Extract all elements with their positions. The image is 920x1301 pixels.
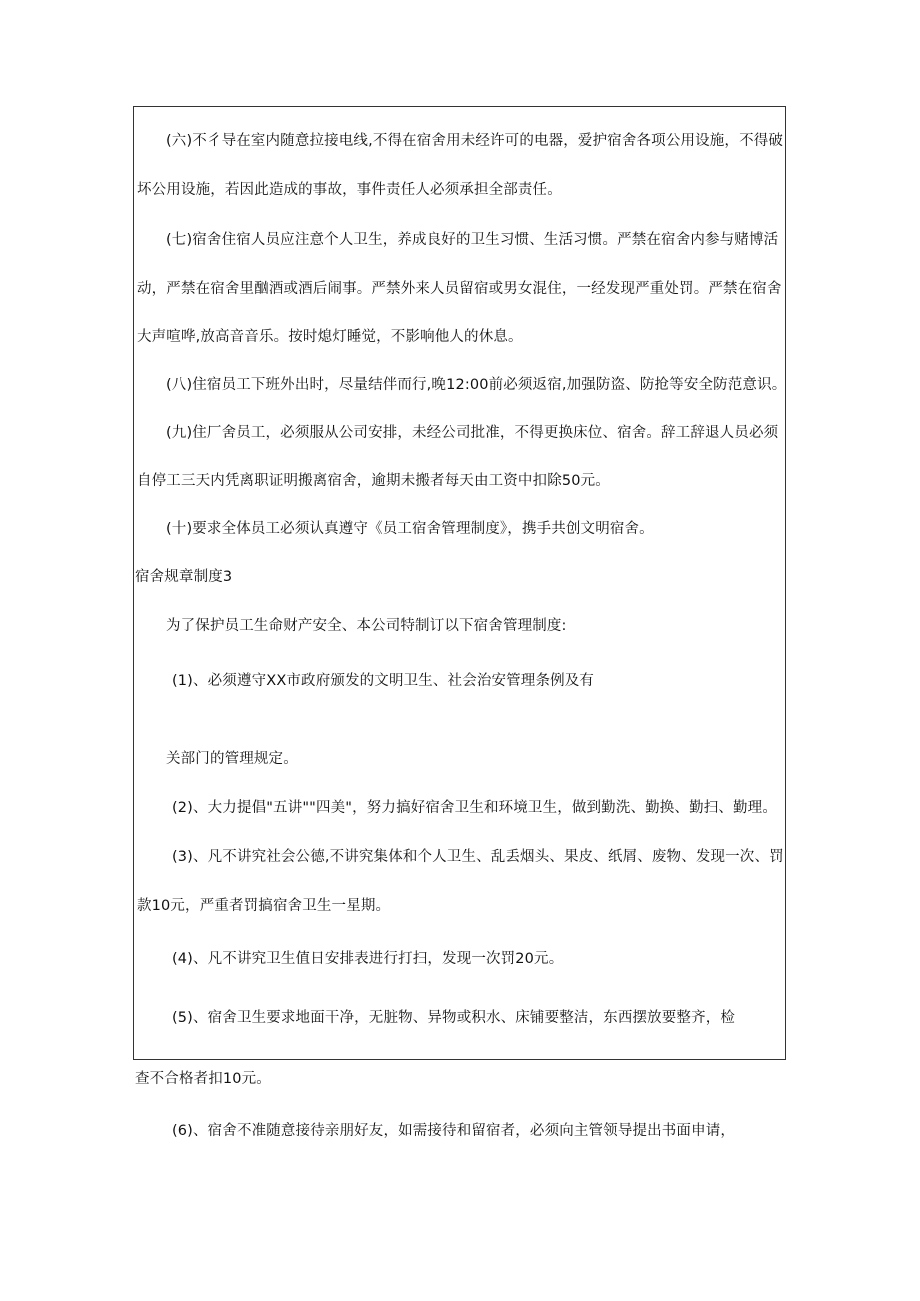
paragraph-7-line-1: (七)宿舍住宿人员应注意个人卫生，养成良好的卫生习惯、生活习惯。严禁在宿舍内参与赌博活 xyxy=(166,232,779,248)
rule-3-line-1: (3)、凡不讲究社会公德,不讲究集体和个人卫生、乱丢烟头、果皮、纸屑、废物、发现一次、罚 xyxy=(172,849,784,865)
paragraph-6-line-2: 坏公用设施，若因此造成的事故，事件责任人必须承担全部责任。 xyxy=(137,182,562,198)
rule-3-line-2: 款10元，严重者罚搞宿舍卫生一星期。 xyxy=(137,898,391,914)
paragraph-8: (八)住宿员工下班外出时，尽量结伴而行,晚12:00前必须返宿,加强防盗、防抢等安全防范意识。 xyxy=(166,377,787,393)
paragraph-7-line-3: 大声喧哗,放高音音乐。按时熄灯睡觉，不影响他人的休息。 xyxy=(137,329,523,345)
paragraph-6-line-1: (六)不彳导在室内随意拉接电线,不得在宿舍用未经许可的电器，爱护宿舍各项公用设施，不得破 xyxy=(166,133,784,149)
section-heading: 宿舍规章制度3 xyxy=(135,569,233,585)
intro-paragraph: 为了保护员工生命财产安全、本公司特制订以下宿舍管理制度: xyxy=(166,618,567,634)
rule-1-line-1: (1)、必须遵守XX市政府颁发的文明卫生、社会治安管理条例及有 xyxy=(172,673,595,689)
rule-1-line-2: 关部门的管理规定。 xyxy=(166,751,298,767)
rule-6: (6)、宿舍不准随意接待亲朋好友，如需接待和留宿者，必须向主管领导提出书面申请， xyxy=(172,1123,736,1139)
rule-5-line-1: (5)、宿舍卫生要求地面干净，无脏物、异物或积水、床铺要整洁，东西摆放要整齐，检 xyxy=(172,1010,736,1026)
paragraph-9-line-2: 自停工三天内凭离职证明搬离宿舍，逾期未搬者每天由工资中扣除50元。 xyxy=(137,473,610,489)
rule-5-line-2: 查不合格者扣10元。 xyxy=(135,1071,271,1087)
rule-2: (2)、大力提倡"五讲""四美"，努力搞好宿舍卫生和环境卫生，做到勤洗、勤换、勤扫、勤理。 xyxy=(172,800,777,816)
rule-4: (4)、凡不讲究卫生值日安排表进行打扫，发现一次罚20元。 xyxy=(172,951,564,967)
paragraph-10: (十)要求全体员工必须认真遵守《员工宿舍管理制度》，携手共创文明宿舍。 xyxy=(166,521,654,537)
paragraph-7-line-2: 动，严禁在宿舍里酗酒或酒后闹事。严禁外来人员留宿或男女混住，一经发现严重处罚。严禁在宿舍 xyxy=(137,281,782,297)
paragraph-9-line-1: (九)住厂舍员工，必须服从公司安排，未经公司批准，不得更换床位、宿舍。辞工辞退人员必须 xyxy=(166,425,779,441)
